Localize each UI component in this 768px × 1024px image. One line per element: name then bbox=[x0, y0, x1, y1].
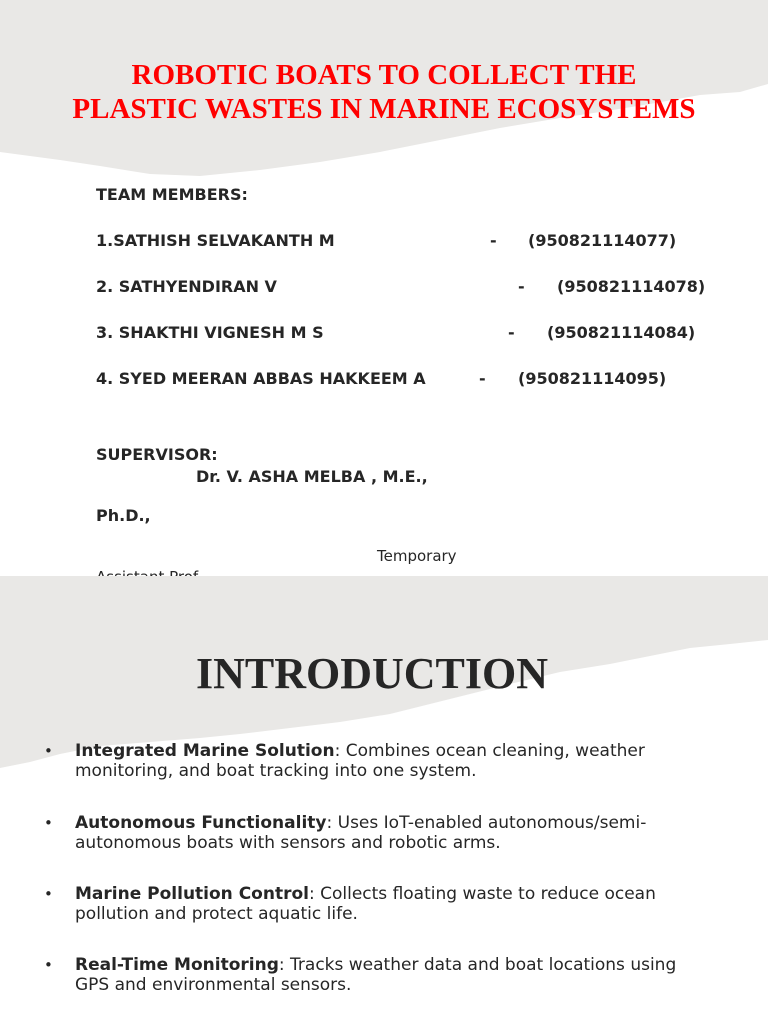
supervisor-name: Dr. V. ASHA MELBA , M.E., bbox=[196, 467, 428, 486]
bullet-text: : Collects floating waste to reduce ocean pollution and protect aquatic life. bbox=[75, 884, 656, 924]
member-dash: - bbox=[490, 231, 497, 250]
bullet-text: : Uses IoT-enabled autonomous/semi-autonomous boats with sensors and robotic arms. bbox=[75, 813, 647, 853]
member-id: (950821114095) bbox=[518, 369, 667, 388]
member-id: (950821114078) bbox=[557, 277, 706, 296]
bullet-heading: Integrated Marine Solution bbox=[75, 741, 335, 761]
supervisor-heading: SUPERVISOR: bbox=[96, 445, 218, 464]
member-name: 1.SATHISH SELVAKANTH M bbox=[96, 231, 335, 250]
slide-title bbox=[0, 58, 768, 126]
member-name: 2. SATHYENDIRAN V bbox=[96, 277, 277, 296]
title-line-1: ROBOTIC BOATS TO COLLECT THE bbox=[131, 59, 637, 91]
bullet-text: : Tracks weather data and boat locations using GPS and environmental sensors. bbox=[75, 955, 677, 995]
title-line-2: PLASTIC WASTES IN MARINE ECOSYSTEMS bbox=[72, 93, 696, 125]
member-id: (950821114084) bbox=[547, 323, 696, 342]
supervisor-role: Temporary bbox=[377, 547, 457, 565]
member-id: (950821114077) bbox=[528, 231, 677, 250]
bullet-icon: • bbox=[44, 742, 53, 760]
introduction-slide bbox=[0, 576, 768, 1024]
bullet-text: : Combines ocean cleaning, weather monitoring, and boat tracking into one system. bbox=[75, 741, 645, 781]
bullet-heading: Real-Time Monitoring bbox=[75, 955, 279, 975]
bullet-heading: Autonomous Functionality bbox=[75, 813, 327, 833]
team-heading: TEAM MEMBERS: bbox=[96, 185, 248, 204]
member-dash: - bbox=[508, 323, 515, 342]
bullet-icon: • bbox=[44, 885, 53, 903]
bullet-icon: • bbox=[44, 814, 53, 832]
supervisor-degree: Ph.D., bbox=[96, 506, 151, 525]
section-title: INTRODUCTION bbox=[195, 649, 549, 698]
member-name: 4. SYED MEERAN ABBAS HAKKEEM A bbox=[96, 369, 426, 388]
member-dash: - bbox=[518, 277, 525, 296]
bullet-heading: Marine Pollution Control bbox=[75, 884, 309, 904]
bullet-icon: • bbox=[44, 956, 53, 974]
member-dash: - bbox=[479, 369, 486, 388]
member-name: 3. SHAKTHI VIGNESH M S bbox=[96, 323, 324, 342]
